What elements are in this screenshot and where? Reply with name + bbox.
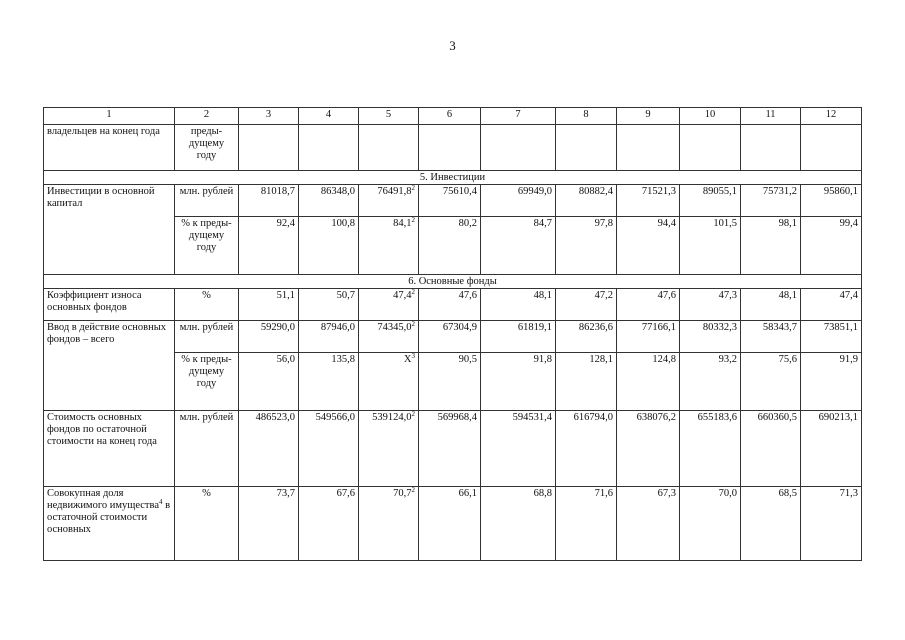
col-header: 7 bbox=[481, 108, 556, 125]
value-cell: 47,4 bbox=[801, 289, 862, 321]
value-cell: 84,7 bbox=[481, 217, 556, 275]
value-cell: 75610,4 bbox=[419, 185, 481, 217]
col-header: 12 bbox=[801, 108, 862, 125]
section-title: 6. Основные фонды bbox=[44, 275, 862, 289]
value-cell: 47,6 bbox=[617, 289, 680, 321]
table-row bbox=[44, 125, 862, 171]
col-header: 5 bbox=[359, 108, 419, 125]
col-header: 11 bbox=[741, 108, 801, 125]
value-cell: 91,9 bbox=[801, 353, 862, 411]
value-cell: 68,8 bbox=[481, 487, 556, 561]
value-cell bbox=[359, 185, 419, 217]
row-label: владельцев на конец года bbox=[44, 125, 175, 171]
col-header: 1 bbox=[44, 108, 175, 125]
footnote-mark: 2 bbox=[411, 288, 415, 296]
value-cell: 47,6 bbox=[419, 289, 481, 321]
col-header: 8 bbox=[556, 108, 617, 125]
col-header: 4 bbox=[299, 108, 359, 125]
unit-cell: % к преды-дущему году bbox=[175, 353, 239, 411]
value-text: 76491,8 bbox=[377, 186, 412, 197]
value-cell: 80332,3 bbox=[680, 321, 741, 353]
value-cell: 99,4 bbox=[801, 217, 862, 275]
value-cell: 51,1 bbox=[239, 289, 299, 321]
footnote-mark: 2 bbox=[411, 486, 415, 494]
row-label-text: в остаточной стоимости основных bbox=[47, 500, 171, 535]
value-cell: 89055,1 bbox=[680, 185, 741, 217]
value-cell bbox=[359, 321, 419, 353]
value-cell: 486523,0 bbox=[239, 411, 299, 487]
value-cell bbox=[359, 487, 419, 561]
value-text: 74345,0 bbox=[377, 322, 412, 333]
value-cell: 48,1 bbox=[481, 289, 556, 321]
unit-cell: % к преды-дущему году bbox=[175, 217, 239, 275]
row-label: Инвестиции в основной капитал bbox=[44, 185, 175, 275]
table-row bbox=[44, 487, 862, 561]
statistics-table bbox=[43, 107, 862, 561]
value-text: 70,7 bbox=[393, 488, 412, 499]
unit-cell: млн. рублей bbox=[175, 411, 239, 487]
value-cell: 80,2 bbox=[419, 217, 481, 275]
value-cell: 100,8 bbox=[299, 217, 359, 275]
value-cell: 71,6 bbox=[556, 487, 617, 561]
row-label-text: Совокупная доля недвижимого имущества bbox=[47, 488, 159, 511]
unit-cell: % bbox=[175, 289, 239, 321]
value-cell: 660360,5 bbox=[741, 411, 801, 487]
value-cell: 135,8 bbox=[299, 353, 359, 411]
value-cell: 56,0 bbox=[239, 353, 299, 411]
section-title: 5. Инвестиции bbox=[44, 171, 862, 185]
footnote-mark: 4 bbox=[159, 498, 163, 506]
value-cell: 690213,1 bbox=[801, 411, 862, 487]
value-cell: 101,5 bbox=[680, 217, 741, 275]
col-header: 2 bbox=[175, 108, 239, 125]
unit-cell: преды-дущему году bbox=[175, 125, 239, 171]
unit-cell: млн. рублей bbox=[175, 185, 239, 217]
value-cell bbox=[359, 411, 419, 487]
value-cell: 569968,4 bbox=[419, 411, 481, 487]
value-cell: 75,6 bbox=[741, 353, 801, 411]
value-cell: 124,8 bbox=[617, 353, 680, 411]
value-cell: 616794,0 bbox=[556, 411, 617, 487]
footnote-mark: 2 bbox=[411, 184, 415, 192]
value-cell: 77166,1 bbox=[617, 321, 680, 353]
value-cell: 66,1 bbox=[419, 487, 481, 561]
value-cell: 50,7 bbox=[299, 289, 359, 321]
value-cell: 638076,2 bbox=[617, 411, 680, 487]
header-row bbox=[44, 108, 862, 125]
value-cell: 61819,1 bbox=[481, 321, 556, 353]
value-cell: 81018,7 bbox=[239, 185, 299, 217]
value-cell: 86348,0 bbox=[299, 185, 359, 217]
value-cell bbox=[359, 289, 419, 321]
value-cell: 80882,4 bbox=[556, 185, 617, 217]
value-cell: 73851,1 bbox=[801, 321, 862, 353]
section-row bbox=[44, 171, 862, 185]
value-cell: 91,8 bbox=[481, 353, 556, 411]
table-row bbox=[44, 185, 862, 217]
value-cell: 549566,0 bbox=[299, 411, 359, 487]
value-cell: 90,5 bbox=[419, 353, 481, 411]
value-cell: 47,3 bbox=[680, 289, 741, 321]
unit-cell: млн. рублей bbox=[175, 321, 239, 353]
value-cell: 58343,7 bbox=[741, 321, 801, 353]
value-text: 47,4 bbox=[393, 290, 412, 301]
value-cell bbox=[359, 217, 419, 275]
value-text: 539124,0 bbox=[372, 412, 412, 423]
value-cell: 94,4 bbox=[617, 217, 680, 275]
value-cell: 655183,6 bbox=[680, 411, 741, 487]
value-cell: 71521,3 bbox=[617, 185, 680, 217]
value-cell: 93,2 bbox=[680, 353, 741, 411]
col-header: 9 bbox=[617, 108, 680, 125]
value-cell bbox=[359, 353, 419, 411]
value-cell: 97,8 bbox=[556, 217, 617, 275]
row-label: Стоимость основных фондов по остаточной стоимости на конец года bbox=[44, 411, 175, 487]
value-cell: 87946,0 bbox=[299, 321, 359, 353]
col-header: 3 bbox=[239, 108, 299, 125]
value-cell: 128,1 bbox=[556, 353, 617, 411]
value-cell: 75731,2 bbox=[741, 185, 801, 217]
value-cell: 73,7 bbox=[239, 487, 299, 561]
row-label bbox=[44, 487, 175, 561]
value-cell: 47,2 bbox=[556, 289, 617, 321]
footnote-mark: 2 bbox=[411, 410, 415, 418]
table-row bbox=[44, 321, 862, 353]
value-cell: 86236,6 bbox=[556, 321, 617, 353]
col-header: 6 bbox=[419, 108, 481, 125]
unit-cell: % bbox=[175, 487, 239, 561]
value-cell: 594531,4 bbox=[481, 411, 556, 487]
value-cell: 92,4 bbox=[239, 217, 299, 275]
value-text: Х bbox=[403, 354, 412, 365]
row-label: Коэффициент износа основных фондов bbox=[44, 289, 175, 321]
value-cell: 68,5 bbox=[741, 487, 801, 561]
value-cell: 98,1 bbox=[741, 217, 801, 275]
value-cell: 67,3 bbox=[617, 487, 680, 561]
value-text: 84,1 bbox=[393, 218, 412, 229]
section-row bbox=[44, 275, 862, 289]
value-cell: 67304,9 bbox=[419, 321, 481, 353]
page-number: 3 bbox=[449, 38, 456, 53]
table-row bbox=[44, 289, 862, 321]
row-label: Ввод в действие основных фондов – всего bbox=[44, 321, 175, 411]
value-cell: 59290,0 bbox=[239, 321, 299, 353]
footnote-mark: 3 bbox=[411, 352, 415, 360]
value-cell: 69949,0 bbox=[481, 185, 556, 217]
footnote-mark: 2 bbox=[411, 216, 415, 224]
value-cell: 67,6 bbox=[299, 487, 359, 561]
value-cell: 70,0 bbox=[680, 487, 741, 561]
value-cell: 48,1 bbox=[741, 289, 801, 321]
footnote-mark: 2 bbox=[411, 320, 415, 328]
value-cell: 95860,1 bbox=[801, 185, 862, 217]
col-header: 10 bbox=[680, 108, 741, 125]
table-row bbox=[44, 411, 862, 487]
value-cell: 71,3 bbox=[801, 487, 862, 561]
